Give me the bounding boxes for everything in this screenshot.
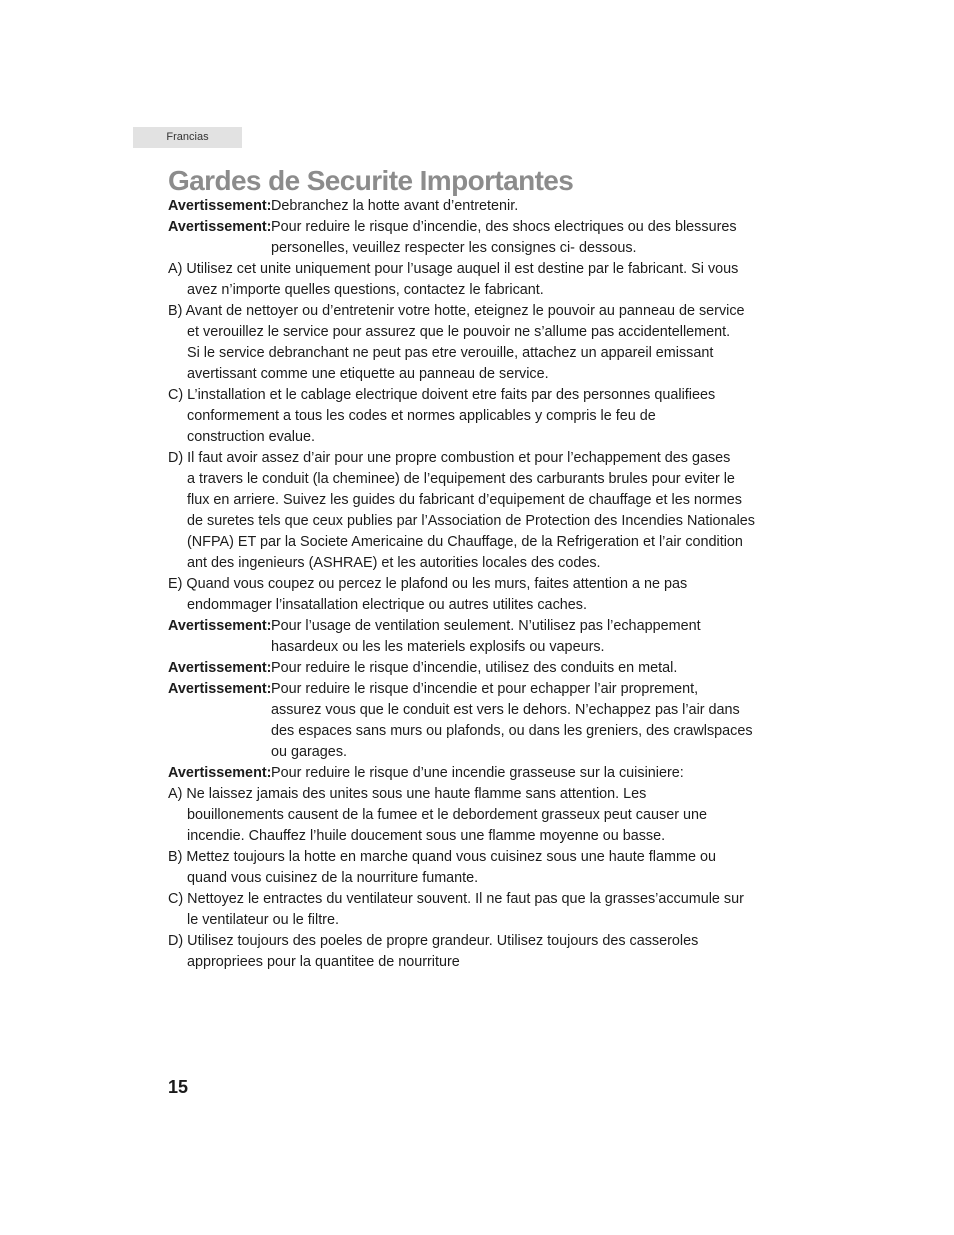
text-line: de suretes tels que ceux publies par l’Association de Protection des Incendies Nationales <box>187 513 755 529</box>
text-line: B) Mettez toujours la hotte en marche quand vous cuisinez sous une haute flamme ou <box>168 849 716 865</box>
text-line: et verouillez le service pour assurez que le pouvoir ne s’allume pas accidentellement. <box>187 324 731 340</box>
text-line: Si le service debranchant ne peut pas etre verouille, attachez un appareil emissant <box>187 345 714 361</box>
text-line: Pour reduire le risque d’incendie et pour echapper l’air proprement, <box>271 681 699 697</box>
text-line: construction evalue. <box>187 429 315 445</box>
text-line: incendie. Chauffez l’huile doucement sous une flamme moyenne ou basse. <box>187 828 666 844</box>
warning-label: Avertissement: <box>168 765 272 781</box>
warning-text <box>271 217 808 259</box>
text-line: avez n’importe quelles questions, contactez le fabricant. <box>187 282 544 298</box>
warning-label: Avertissement: <box>168 198 272 214</box>
warning-block <box>168 763 808 784</box>
list-item <box>168 784 808 847</box>
text-line: A) Ne laissez jamais des unites sous une haute flamme sans attention. Les <box>168 786 647 802</box>
list-item <box>168 385 808 448</box>
text-line: ant des ingenieurs (ASHRAE) et les autorities locales des codes. <box>187 555 601 571</box>
text-line: ou garages. <box>271 744 348 760</box>
warning-text <box>271 658 808 679</box>
text-line: flux en arriere. Suivez les guides du fabricant d’equipement de chauffage et les normes <box>187 492 742 508</box>
text-line: (NFPA) ET par la Societe Americaine du Chauffage, de la Refrigeration et l’air condition <box>187 534 743 550</box>
text-line: Pour l’usage de ventilation seulement. N’utilisez pas l’echappement <box>271 618 701 634</box>
text-line: C) L’installation et le cablage electrique doivent etre faits par des personnes qualifiees <box>168 387 716 403</box>
list-item <box>168 847 808 889</box>
text-line: Pour reduire le risque d’incendie, utilisez des conduits en metal. <box>271 660 678 676</box>
text-line: a travers le conduit (la cheminee) de l’equipement des carburants brules pour eviter le <box>187 471 735 487</box>
text-line: appropriees pour la quantitee de nourriture <box>187 954 460 970</box>
text-line: des espaces sans murs ou plafonds, ou dans les greniers, des crawlspaces <box>271 723 753 739</box>
text-line: D) Utilisez toujours des poeles de propre grandeur. Utilisez toujours des casseroles <box>168 933 699 949</box>
warning-label: Avertissement: <box>168 681 272 697</box>
list-item <box>168 574 808 616</box>
text-line: assurez vous que le conduit est vers le dehors. N’echappez pas l’air dans <box>271 702 740 718</box>
text-line: avertissant comme une etiquette au panneau de service. <box>187 366 549 382</box>
text-line: D) Il faut avoir assez d’air pour une propre combustion et pour l’echappement des gases <box>168 450 731 466</box>
page-number: 15 <box>168 1077 189 1097</box>
text-line: hasardeux ou les les materiels explosifs ou vapeurs. <box>271 639 605 655</box>
text-line: personelles, veuillez respecter les consignes ci- dessous. <box>271 240 637 256</box>
text-line: quand vous cuisinez de la nourriture fumante. <box>187 870 479 886</box>
warning-text <box>271 616 808 658</box>
language-tab: Francias <box>133 127 242 148</box>
text-line: Debranchez la hotte avant d’entretenir. <box>271 198 519 214</box>
warning-block <box>168 217 808 259</box>
warning-label: Avertissement: <box>168 219 272 235</box>
list-item <box>168 931 808 973</box>
warning-text <box>271 679 808 763</box>
text-line: le ventilateur ou le filtre. <box>187 912 339 928</box>
warning-label: Avertissement: <box>168 618 272 634</box>
list-item <box>168 301 808 385</box>
text-line: B) Avant de nettoyer ou d’entretenir votre hotte, eteignez le pouvoir au panneau de service <box>168 303 745 319</box>
text-line: C) Nettoyez le entractes du ventilateur souvent. Il ne faut pas que la grasses’accumule sur <box>168 891 744 907</box>
list-item <box>168 259 808 301</box>
text-line: conformement a tous les codes et normes applicables y compris le feu de <box>187 408 656 424</box>
warning-block <box>168 616 808 658</box>
warning-block <box>168 658 808 679</box>
warning-label: Avertissement: <box>168 660 272 676</box>
text-line: Pour reduire le risque d’incendie, des shocs electriques ou des blessures <box>271 219 737 235</box>
list-item <box>168 448 808 574</box>
text-line: bouillonements causent de la fumee et le debordement grasseux peut causer une <box>187 807 707 823</box>
safety-instructions <box>168 196 808 973</box>
warning-text <box>271 763 808 784</box>
warning-block <box>168 196 808 217</box>
warning-block <box>168 679 808 763</box>
list-item <box>168 889 808 931</box>
text-line: A) Utilisez cet unite uniquement pour l’usage auquel il est destine par le fabricant. Si vous <box>168 261 739 277</box>
warning-text <box>271 196 808 217</box>
text-line: endommager l’insatallation electrique ou autres utilites caches. <box>187 597 587 613</box>
text-line: Pour reduire le risque d’une incendie grasseuse sur la cuisiniere: <box>271 765 684 781</box>
text-line: E) Quand vous coupez ou percez le plafond ou les murs, faites attention a ne pas <box>168 576 688 592</box>
page-title: Gardes de Securite Importantes <box>168 165 574 196</box>
